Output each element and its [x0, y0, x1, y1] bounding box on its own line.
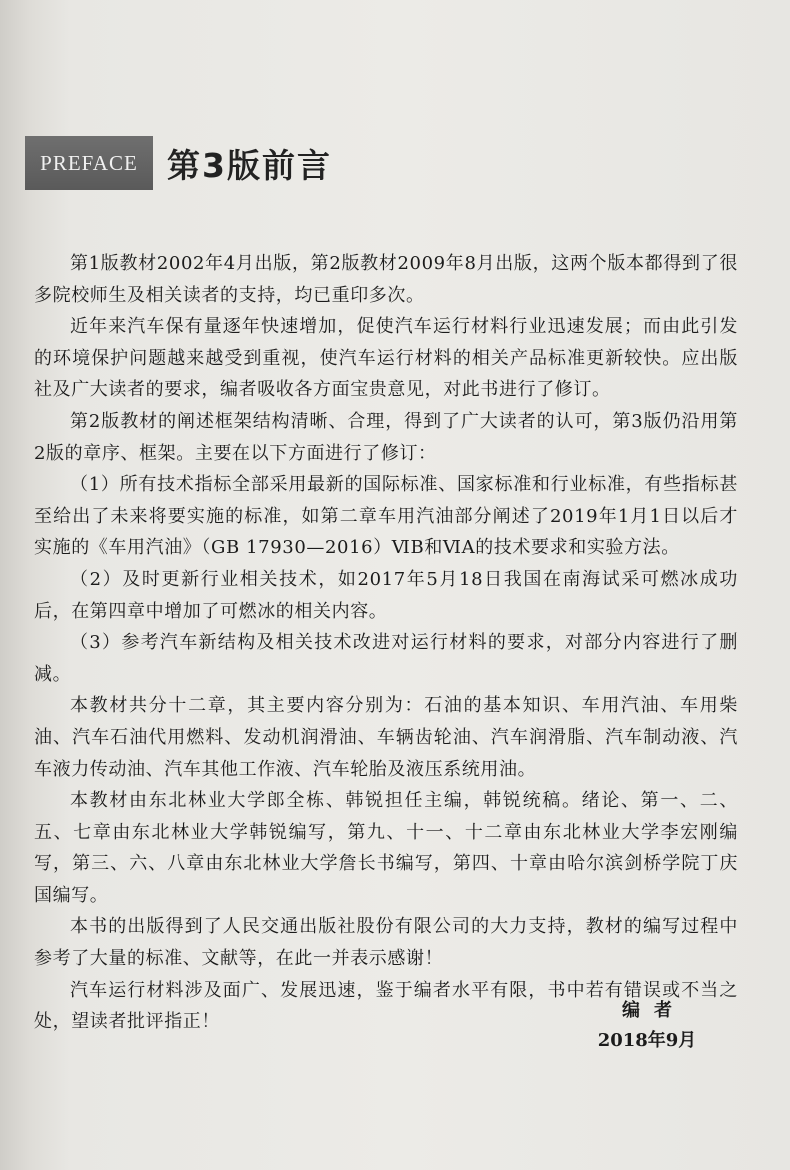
- editor-label: 编者: [622, 1000, 686, 1021]
- paragraph: （3）参考汽车新结构及相关技术改进对运行材料的要求，对部分内容进行了删减。: [34, 632, 738, 685]
- paragraph: 汽车运行材料涉及面广、发展迅速，鉴于编者水平有限，书中若有错误或不当之处，望读者批评指正！: [34, 979, 738, 1033]
- paragraph: 本教材共分十二章，其主要内容分别为：石油的基本知识、车用汽油、车用柴油、汽车石油代用燃料、发动机润滑油、车辆齿轮油、汽车润滑脂、汽车制动液、汽车液力传动油、汽车其他工作液、汽车轮胎及液压系统用油。: [34, 695, 738, 780]
- preface-body: [34, 248, 738, 1038]
- paragraph: 第2版教材的阐述框架结构清晰、合理，得到了广大读者的认可，第3版仍沿用第2版的章序、框架。主要在以下方面进行了修订：: [34, 410, 738, 464]
- paragraph: 第1版教材2002年4月出版，第2版教材2009年8月出版，这两个版本都得到了很多院校师生及相关读者的支持，均已重印多次。: [34, 253, 738, 306]
- paragraph: （1）所有技术指标全部采用最新的国际标准、国家标准和行业标准，有些指标甚至给出了未来将要实施的标准，如第二章车用汽油部分阐述了2019年1月1日以后才实施的《车用汽油》（GB 17930—2016）ⅥB和ⅥA的技术要求和实验方法。: [34, 474, 738, 559]
- preface-label: PREFACE: [25, 136, 153, 190]
- date-label: 2018年9月: [597, 1030, 697, 1051]
- signature-block: [572, 996, 722, 1056]
- paragraph: 本书的出版得到了人民交通出版社股份有限公司的大力支持，教材的编写过程中参考了大量的标准、文献等，在此一并表示感谢！: [34, 916, 738, 970]
- paragraph: （2）及时更新行业相关技术，如2017年5月18日我国在南海试采可燃冰成功后，在第四章中增加了可燃冰的相关内容。: [34, 568, 738, 622]
- paragraph: 近年来汽车保有量逐年快速增加，促使汽车运行材料行业迅速发展；而由此引发的环境保护问题越来越受到重视，使汽车运行材料的相关产品标准更新较快。应出版社及广大读者的要求，编者吸收各方面宝贵意见，对此书进行了修订。: [34, 316, 738, 401]
- page-title: 第3版前言: [167, 145, 332, 185]
- chapter-header: [25, 136, 332, 190]
- paragraph: 本教材由东北林业大学郎全栋、韩锐担任主编，韩锐统稿。绪论、第一、二、五、七章由东北林业大学韩锐编写，第九、十一、十二章由东北林业大学李宏刚编写，第三、六、八章由东北林业大学詹长书编写，第四、十章由哈尔滨剑桥学院丁庆国编写。: [34, 790, 738, 906]
